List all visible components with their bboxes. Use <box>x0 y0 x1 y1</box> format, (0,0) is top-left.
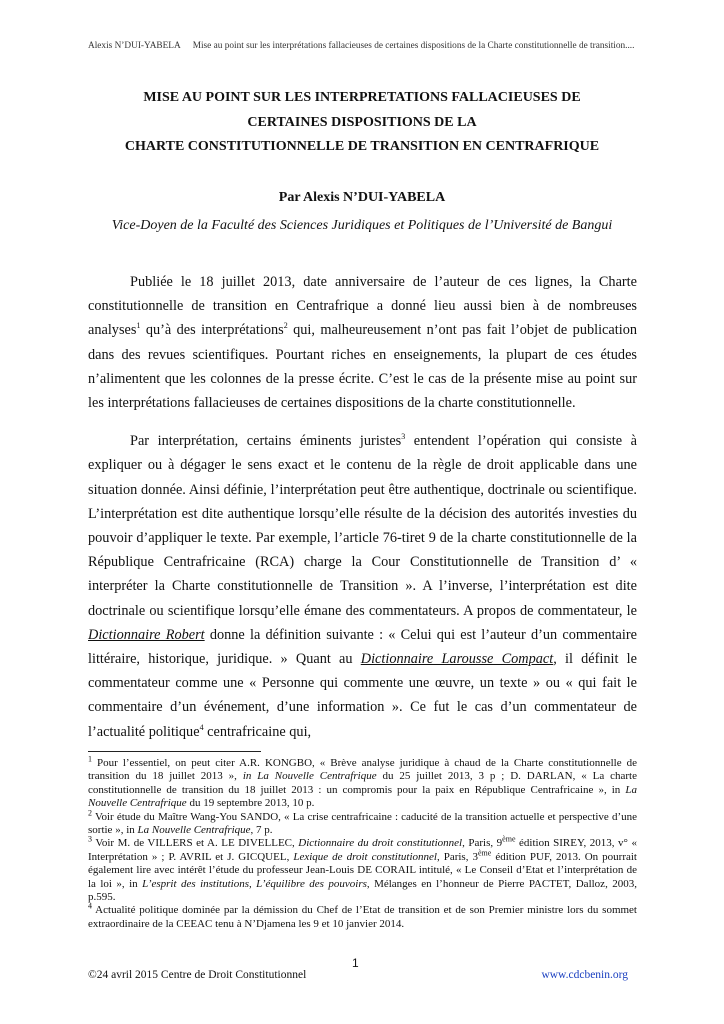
footer-website-link[interactable]: www.cdcbenin.org <box>541 969 628 981</box>
footer-copyright: ©24 avril 2015 Centre de Droit Constitutionnel <box>88 969 307 981</box>
footnote-2-text-c: , 7 p. <box>250 824 273 837</box>
running-header <box>88 41 648 51</box>
footnote-separator <box>88 751 261 752</box>
para1-text-c: qui, malheureusement n’ont pas fait l’objet de publication dans des revues scientifiques. Pourtant riches en enseignements, la plupart de ces études n’alimentent que les colonnes de la presse écrite. C’est le cas de la présente mise au point sur les interprétations fallacieuses de certaines dispositions de la charte constitutionnelle. <box>88 322 637 412</box>
header-title: Mise au point sur les interprétations fallacieuses de certaines dispositions de la Charte constitutionnelle de transition.... <box>192 41 635 51</box>
para1-text-b: qu’à des interprétations <box>140 322 284 339</box>
footnote-3-sup-2: ème <box>477 848 492 858</box>
footnote-4-number: 4 <box>88 901 92 911</box>
footnote-ref-3[interactable]: 3 <box>401 432 406 442</box>
title-line-3: CHARTE CONSTITUTIONNELLE DE TRANSITION EN CENTRAFRIQUE <box>124 139 600 154</box>
footnote-2-text-b: La Nouvelle Centrafrique <box>137 824 251 837</box>
para2-text-a: Par interprétation, certains éminents juristes <box>130 433 402 450</box>
footnote-4-text-a: Actualité politique dominée par la démission du Chef de l’Etat de transition et de son Premier ministre lors du sommet extraordinaire de la CEEAC tenu à N’Djamena les 9 et 10 janvier 2014. <box>88 904 637 930</box>
footnote-2 <box>88 807 637 838</box>
paragraph-1 <box>88 270 637 415</box>
footnote-1-number: 1 <box>88 754 92 764</box>
author-byline: Par Alexis N’DUI-YABELA <box>278 190 446 205</box>
footnote-3-number: 3 <box>88 834 92 844</box>
footnote-2-number: 2 <box>88 807 92 817</box>
footnote-3-text-c: , Paris, 9 <box>462 837 503 850</box>
footnote-1-text-a: Pour l’essentiel, on peut citer A.R. KONGBO, « Brève analyse juridique à chaud de la Charte constitutionnelle de transition du 18 juillet 2013 », <box>88 757 637 783</box>
footnote-1-text-c: du 25 juillet 2013, 3 p ; D. DARLAN, « La charte constitutionnelle de transition du 18 juillet 2013 : un compromis pour la paix en République Centrafricaine », in <box>88 770 637 796</box>
dictionnaire-robert: Dictionnaire Robert <box>88 626 205 643</box>
footnote-1-text-d: La Nouvelle Centrafrique <box>88 783 637 810</box>
footnote-ref-1[interactable]: 1 <box>136 321 141 331</box>
para2-text-c: donne la définition suivante : « Celui qui est l’auteur d’un commentaire littéraire, historique, juridique. » Quant au <box>88 626 637 668</box>
footnote-1-text-e: du 19 septembre 2013, 10 p. <box>186 797 315 810</box>
footnotes <box>88 754 637 931</box>
footnote-3-text-f: , Paris, 3 <box>436 850 478 863</box>
para2-text-e: centrafricaine qui, <box>203 723 312 740</box>
footnote-3-text-h: L’esprit des institutions, L’équilibre des pouvoirs <box>142 877 367 890</box>
author-affiliation: Vice-Doyen de la Faculté des Sciences Juridiques et Politiques de l’Université de Bangui <box>111 218 613 233</box>
title-line-1: MISE AU POINT SUR LES INTERPRETATIONS FALLACIEUSES DE <box>143 90 581 105</box>
footnote-3 <box>88 834 637 904</box>
footnote-1 <box>88 754 637 811</box>
footnote-3-text-d: édition SIREY, 2013, v° « Interprétation » ; P. AVRIL et J. GICQUEL, <box>88 837 637 863</box>
footnote-4 <box>88 901 637 931</box>
body-text <box>88 270 637 758</box>
footnote-3-text-b: Dictionnaire du droit constitutionnel <box>298 837 463 850</box>
dictionnaire-larousse: Dictionnaire Larousse Compact <box>360 651 554 668</box>
footnote-3-text-g: édition PUF, 2013. On pourrait également lire avec intérêt l’étude du professeur Jean-Louis DE CORAIL intitulé, « Le Conseil d’Etat et l’interprétation de la loi », in <box>88 850 637 890</box>
footnote-3-text-e: Lexique de droit constitutionnel <box>293 850 437 863</box>
footnote-3-sup-1: ème <box>502 834 516 844</box>
footnote-3-text-a: Voir M. de VILLERS et A. LE DIVELLEC, <box>92 837 299 850</box>
footnote-ref-4[interactable]: 4 <box>199 722 204 732</box>
page-number: 1 <box>352 956 359 970</box>
footnote-3-text-i: , Mélanges en l’honneur de Pierre PACTET, Dalloz, 2003, p.595. <box>88 877 637 904</box>
footnote-1-text-b: in La Nouvelle Centrafrique <box>242 770 377 783</box>
para2-text-d: , il définit le commentateur comme une « Personne qui commente une œuvre, un texte » ou « qui fait le commentaire d’un événement, d’une information ». Ce fut le cas d’un commentateur de l’actualité politique <box>88 651 637 740</box>
footnote-2-text-a: Voir étude du Maître Wang-You SANDO, « La crise centrafricaine : caducité de la transition actuelle et perspective d’une sortie », in <box>88 810 637 837</box>
title-line-2: CERTAINES DISPOSITIONS DE LA <box>247 114 477 130</box>
para1-text-a: Publiée le 18 juillet 2013, date anniversaire de l’auteur de ces lignes, la Charte constitutionnelle de transition en Centrafrique a donné lieu aussi bien à de nombreuses analyses <box>88 274 637 339</box>
paragraph-2 <box>88 429 637 744</box>
header-author: Alexis N’DUI-YABELA <box>88 41 181 51</box>
footnote-ref-2[interactable]: 2 <box>283 321 288 331</box>
document-title <box>60 86 664 160</box>
para2-text-b: entendent l’opération qui consiste à expliquer ou à dégager le sens exact et le contenu de la règle de droit applicable dans une situation donnée. Ainsi définie, l’interprétation peut être authentique, doctrinale ou scientifique. L’interprétation est dite authentique lorsqu’elle résulte de la décision des autorités investies du pouvoir d’appliquer le texte. Par exemple, l’article 76-tiret 9 de la charte constitutionnelle de la République Centrafricaine (RCA) charge la Cour Constitutionnelle de Transition d’ « interpréter la Charte constitutionnelle de Transition ». A l’inverse, l’interprétation est dite doctrinale ou scientifique lorsqu’elle émane des commentateurs. A propos de commentateur, le <box>88 433 637 619</box>
